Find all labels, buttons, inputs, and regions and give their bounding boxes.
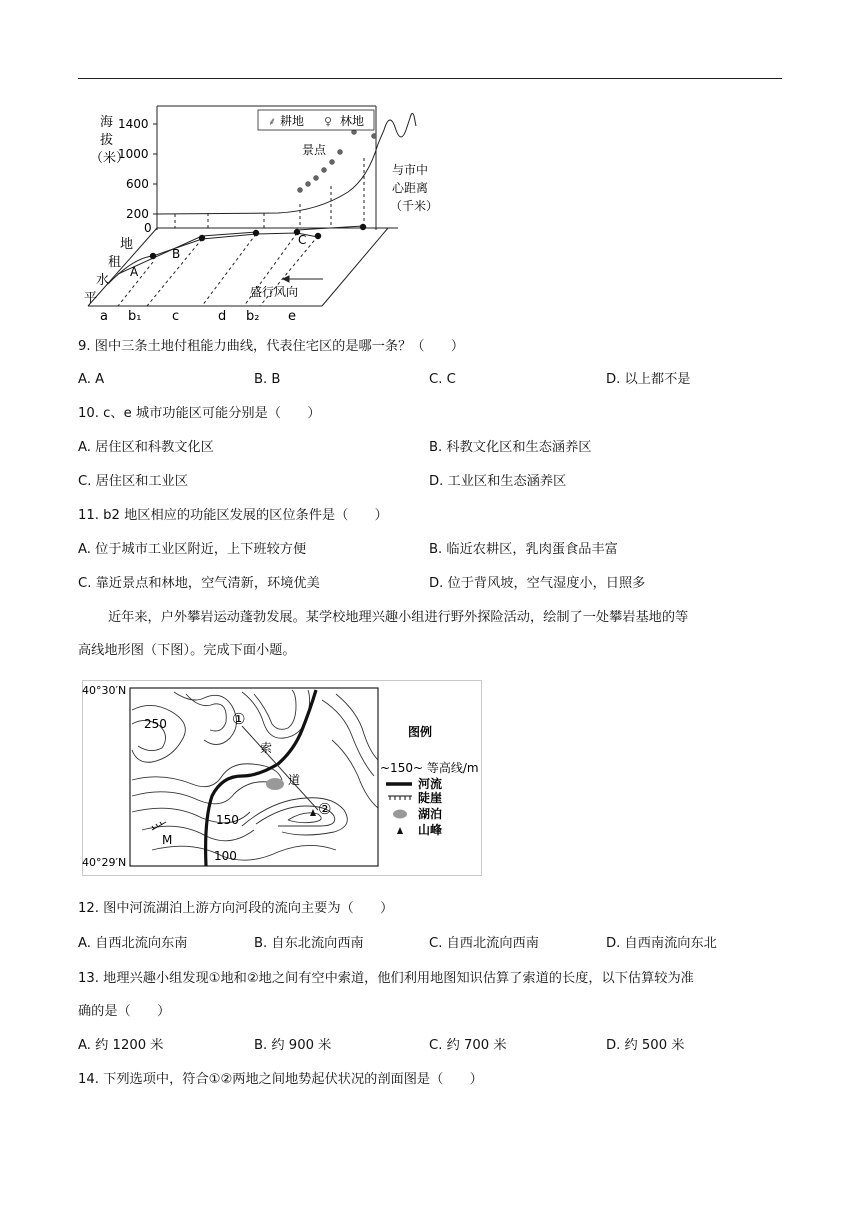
xaxis-label-2: 心距离 [392, 181, 429, 195]
q10-stem: 10. c、e 城市功能区可能分别是（ ） [78, 406, 321, 421]
yaxis-label-3: （米） [90, 151, 130, 166]
bottom-label-a: a [100, 309, 108, 324]
q11-stem: 11. b2 地区相应的功能区发展的区位条件是（ ） [78, 508, 388, 523]
q12-option-d: D. 自西南流向东北 [606, 936, 717, 951]
intro-line-2: 高线地形图（下图）。完成下面小题。 [78, 643, 296, 658]
q14-stem: 14. 下列选项中，符合①②两地之间地势起伏状况的剖面图是（ ） [78, 1072, 483, 1087]
yaxis-label-1: 海 [100, 115, 114, 130]
q10-option-c: C. 居住区和工业区 [78, 474, 188, 489]
q11-option-c: C. 靠近景点和林地，空气清新，环境优美 [78, 576, 320, 591]
rent-label-3: 水 [96, 273, 110, 288]
q13-stem-line-1: 13. 地理兴趣小组发现①地和②地之间有空中索道，他们利用地图知识估算了索道的长度，以下估算较为准 [78, 971, 694, 986]
rent-label-2: 租 [108, 255, 122, 270]
q12-stem: 12. 图中河流湖泊上游方向河段的流向主要为（ ） [78, 901, 394, 916]
legend-farmland: 耕地 [280, 114, 305, 128]
legend-title: 图例 [408, 725, 433, 739]
q13-option-a: A. 约 1200 米 [78, 1038, 164, 1053]
bottom-label-b2: b₂ [246, 309, 260, 324]
q9-option-c: C. C [429, 372, 456, 387]
q13-option-c: C. 约 700 米 [429, 1038, 507, 1053]
ytick-1400: 1400 [118, 117, 149, 131]
cliff-m-label: M [162, 833, 173, 847]
legend-forest: 林地 [340, 114, 365, 128]
cableway-label-1: 索 [260, 741, 273, 755]
q10-option-d: D. 工业区和生态涵养区 [429, 474, 567, 489]
bottom-label-e: e [288, 309, 296, 324]
q13-option-d: D. 约 500 米 [606, 1038, 685, 1053]
header-rule [78, 78, 782, 79]
ytick-200: 200 [126, 207, 149, 221]
legend-river: 河流 [418, 777, 443, 791]
svg-text:♀: ♀ [324, 115, 333, 128]
legend-lake: 湖泊 [418, 807, 443, 821]
q11-option-b: B. 临近农耕区，乳肉蛋食品丰富 [429, 542, 618, 557]
contour-map [82, 680, 482, 876]
rent-label-4: 平 [84, 291, 98, 306]
q10-option-a: A. 居住区和科教文化区 [78, 440, 214, 455]
legend-peak: 山峰 [418, 823, 443, 837]
legend-lake-symbol [393, 810, 407, 819]
q12-option-b: B. 自东北流向西南 [254, 936, 364, 951]
curve-label-a: A [130, 265, 139, 279]
point-2-label: ② [318, 800, 332, 818]
q9-stem: 9. 图中三条土地付租能力曲线，代表住宅区的是哪一条？（ ） [78, 339, 465, 354]
q9-option-b: B. B [254, 372, 281, 387]
curve-label-b: B [172, 247, 181, 261]
curve-label-c: C [298, 233, 307, 247]
q12-option-c: C. 自西北流向西南 [429, 936, 539, 951]
legend-cliff: 陡崖 [418, 791, 443, 805]
q11-option-a: A. 位于城市工业区附近，上下班较方便 [78, 542, 307, 557]
yaxis-label-2: 拔 [100, 133, 114, 148]
q12-option-a: A. 自西北流向东南 [78, 936, 188, 951]
xaxis-label-1: 与市中 [392, 163, 429, 177]
q11-option-d: D. 位于背风坡，空气湿度小，日照多 [429, 576, 646, 591]
q13-option-b: B. 约 900 米 [254, 1038, 332, 1053]
rent-label-1: 地 [120, 237, 134, 252]
legend-contour: ~150~ 等高线/m [380, 761, 479, 775]
lat-top: 40°30′N [82, 684, 127, 697]
point-1-label: ① [232, 710, 246, 728]
wind-label: 盛行风向 [250, 285, 299, 299]
contour-label-150: 150 [216, 813, 239, 827]
bottom-label-d: d [218, 309, 227, 324]
cableway-label-2: 道 [288, 773, 301, 787]
bottom-label-b1: b₁ [128, 309, 142, 324]
ytick-0: 0 [144, 221, 152, 235]
q10-option-b: B. 科教文化区和生态涵养区 [429, 440, 592, 455]
bottom-label-c: c [172, 309, 180, 324]
xaxis-label-3: （千米） [390, 199, 439, 213]
lat-bottom: 40°29′N [82, 856, 127, 869]
q9-option-a: A. A [78, 372, 105, 387]
ytick-600: 600 [126, 177, 149, 191]
q9-option-d: D. 以上都不是 [606, 372, 691, 387]
scenic-label: 景点 [302, 143, 327, 157]
q13-stem-line-2: 确的是（ ） [78, 1004, 171, 1019]
land-rent-diagram [78, 96, 439, 332]
contour-label-100: 100 [214, 849, 237, 863]
svg-text:⸙: ⸙ [268, 115, 277, 128]
contour-label-250: 250 [144, 717, 167, 731]
intro-line-1: 近年来，户外攀岩运动蓬勃发展。某学校地理兴趣小组进行野外探险活动，绘制了一处攀岩基地的等 [108, 610, 689, 625]
ytick-1000: 1000 [118, 147, 149, 161]
